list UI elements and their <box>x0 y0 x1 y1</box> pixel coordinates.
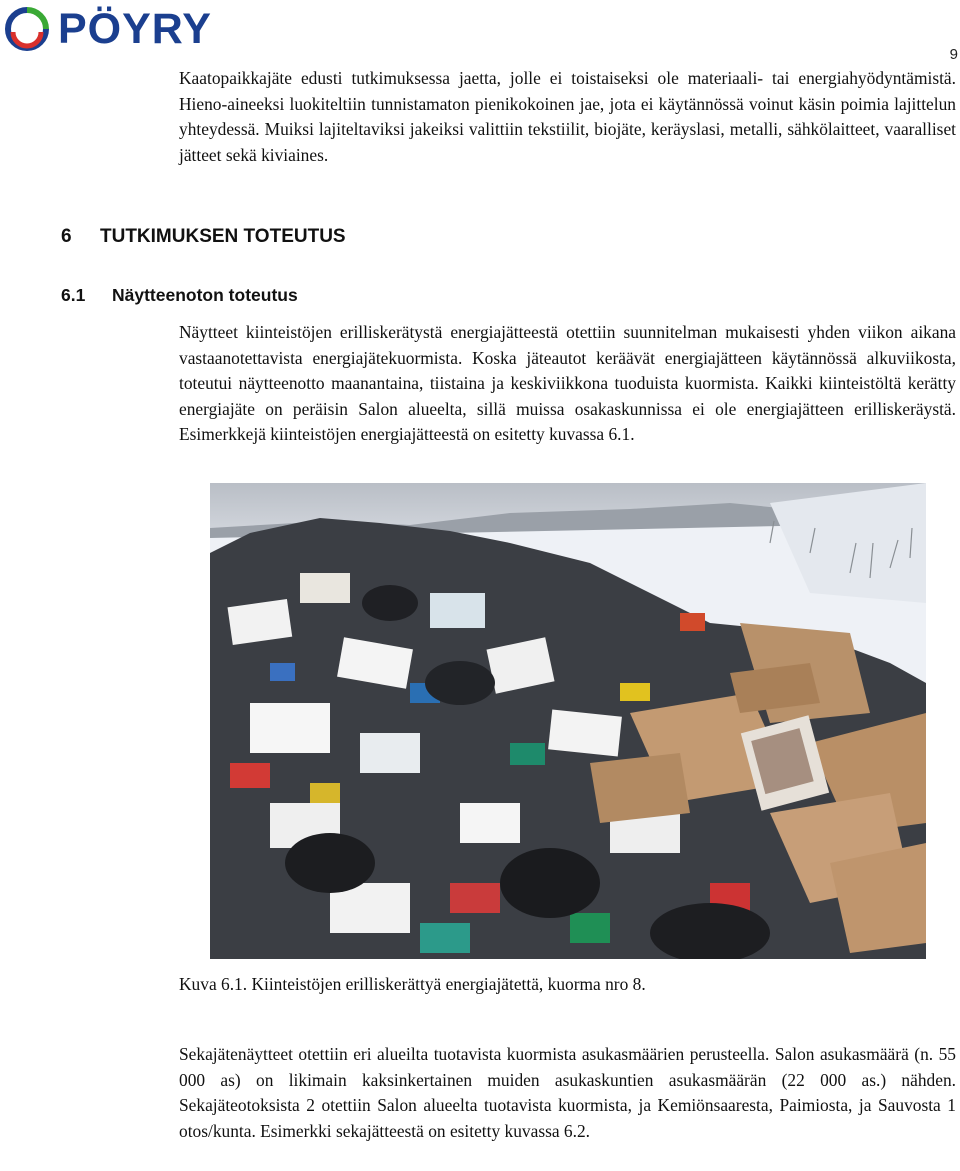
figure-caption: Kuva 6.1. Kiinteistöjen erilliskerättyä energiajätettä, kuorma nro 8. <box>179 974 646 994</box>
logo-wordmark: PÖYRY <box>58 5 212 53</box>
mixed-waste-paragraph: Sekajätenäytteet otettiin eri alueilta tuotavista kuormista asukasmäärien perusteella. Salon asukasmäärä (n. 55 000 as) on likimain kaksinkertainen muiden asukaskuntien asukasmäärän (22 000 as.) nähden. Sekajäteotoksista 2 otettiin Salon alueelta tuotavista kuormista, ja Kemiönsaaresta, Paimiosta, ja Sauvosta 1 otos/kunta. Esimerkki sekajätteestä on esitetty kuvassa 6.2. <box>179 1044 956 1141</box>
subsection-heading <box>61 285 298 306</box>
subsection-number: 6.1 <box>61 285 86 305</box>
section-title: TUTKIMUKSEN TOTEUTUS <box>100 226 346 247</box>
subsection-title: Näytteenoton toteutus <box>112 285 298 305</box>
poyry-logo-icon <box>4 6 50 52</box>
poyry-logo <box>4 6 212 52</box>
waste-pile-photo <box>210 483 926 959</box>
page-number: 9 <box>949 46 958 63</box>
section-number: 6 <box>61 226 72 247</box>
sampling-paragraph: Näytteet kiinteistöjen erilliskerätystä energiajätteestä otettiin suunnitelman mukaisesti yhden viikon aikana vastaanotettavista energiajätekuormista. Koska jäteautot keräävät energiajätteen käytännössä alkuviikosta, toteutui näytteenotto maanantaina, tiistaina ja keskiviikkona tuoduista kuormista. Kaikki kiinteistöltä kerätty energiajäte on peräisin Salon alueelta, sillä muissa osakaskunnissa ei ole energiajätteen erilliskeräystä. Esimerkkejä kiinteistöjen energiajätteestä on esitetty kuvassa 6.1. <box>179 322 956 445</box>
intro-paragraph: Kaatopaikkajäte edusti tutkimuksessa jaetta, jolle ei toistaiseksi ole materiaali- tai energiahyödyntämistä. Hieno-aineeksi luokiteltiin tunnistamaton pienikokoinen jae, jota ei käytännössä voinut käsin poimia lajittelun yhteydessä. Muiksi lajiteltaviksi jakeiksi valittiin tekstiilit, biojäte, keräyslasi, metalli, sähkölaitteet, vaaralliset jätteet sekä kiviaines. <box>179 68 956 165</box>
section-heading <box>61 226 346 248</box>
